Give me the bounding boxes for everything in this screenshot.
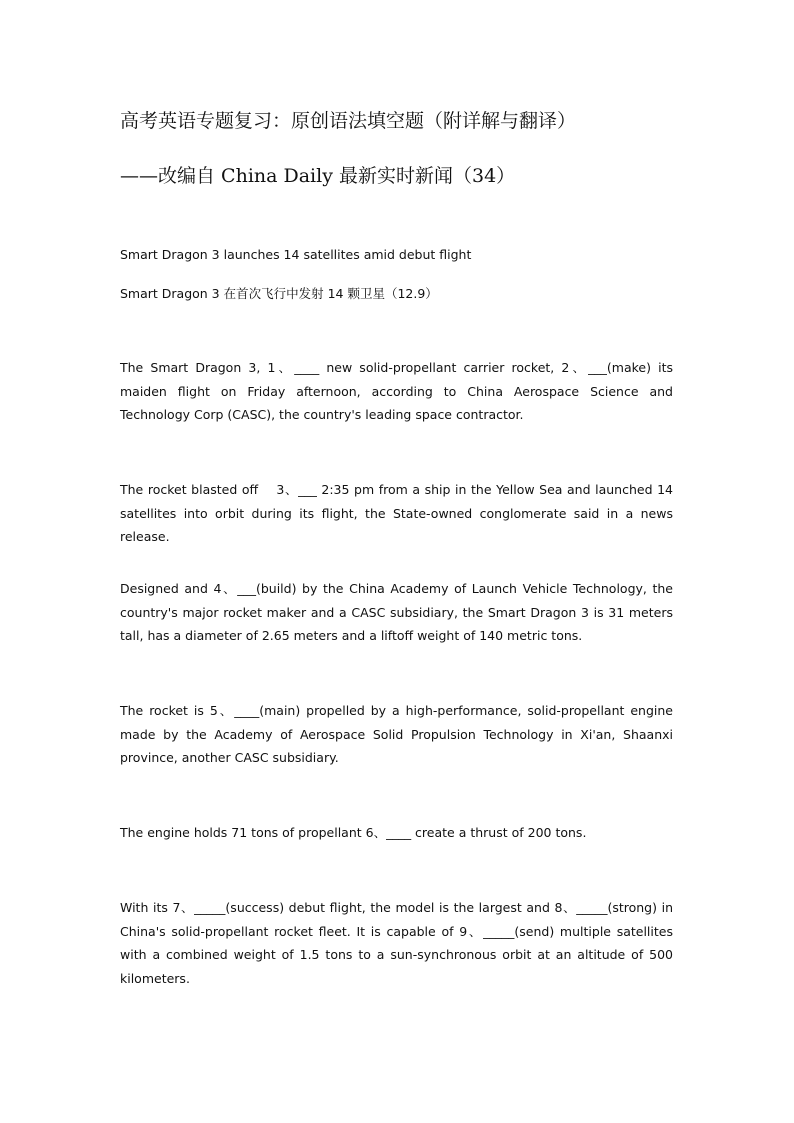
document-title: 高考英语专题复习：原创语法填空题（附详解与翻译）	[120, 110, 577, 132]
article-paragraph: The rocket is 5、____(main) propelled by a high-performance, solid-propellant engine made by the Academy of Aerospace Solid Propulsion Technology in Xi'an, Shaanxi province, another CASC subsidiary.	[120, 703, 673, 765]
news-headline-english: Smart Dragon 3 launches 14 satellites amid debut flight	[120, 247, 472, 262]
article-paragraph: The engine holds 71 tons of propellant 6、____ create a thrust of 200 tons.	[120, 825, 587, 840]
article-paragraph: The Smart Dragon 3, 1、____ new solid-propellant carrier rocket, 2、___(make) its maiden flight on Friday afternoon, according to China Aerospace Science and Technology Corp (CASC), the country's leading space contractor.	[120, 360, 673, 422]
article-paragraph: The rocket blasted off 3、___ 2:35 pm from a ship in the Yellow Sea and launched 14 satellites into orbit during its flight, the State-owned conglomerate said in a news release.	[120, 482, 677, 544]
news-headline-chinese: Smart Dragon 3 在首次飞行中发射 14 颗卫星（12.9）	[120, 286, 438, 301]
article-paragraph: With its 7、_____(success) debut flight, the model is the largest and 8、_____(strong) in China's solid-propellant rocket fleet. It is capable of 9、_____(send) multiple satellites with a combined weight of 1.5 tons to a sun-synchronous orbit at an altitude of 500 kilometers.	[120, 900, 673, 986]
article-paragraph: Designed and 4、___(build) by the China Academy of Launch Vehicle Technology, the country's major rocket maker and a CASC subsidiary, the Smart Dragon 3 is 31 meters tall, has a diameter of 2.65 meters and a liftoff weight of 140 metric tons.	[120, 581, 673, 643]
document-subtitle: ——改编自 China Daily 最新实时新闻（34）	[120, 165, 516, 187]
